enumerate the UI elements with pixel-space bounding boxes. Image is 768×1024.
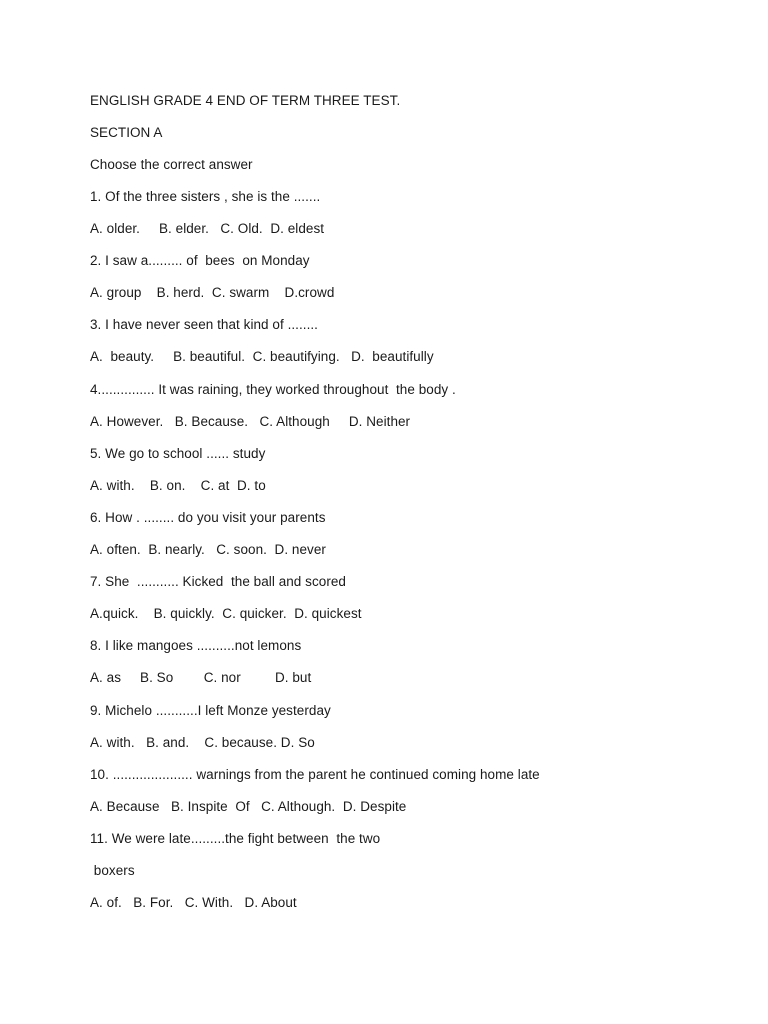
question-10-options: A. Because B. Inspite Of C. Although. D. Despite (90, 799, 407, 814)
question-2-options: A. group B. herd. C. swarm D.crowd (90, 285, 335, 300)
document-title: ENGLISH GRADE 4 END OF TERM THREE TEST. (90, 93, 401, 108)
question-1: 1. Of the three sisters , she is the ....... (90, 189, 321, 204)
question-10: 10. ..................... warnings from the parent he continued coming home late (90, 767, 540, 782)
question-6-options: A. often. B. nearly. C. soon. D. never (90, 542, 326, 557)
question-11-options: A. of. B. For. C. With. D. About (90, 895, 297, 910)
instruction-text: Choose the correct answer (90, 157, 253, 172)
question-7: 7. She ........... Kicked the ball and scored (90, 574, 346, 589)
question-7-options: A.quick. B. quickly. C. quicker. D. quickest (90, 606, 362, 621)
question-4-options: A. However. B. Because. C. Although D. Neither (90, 414, 411, 429)
question-9-options: A. with. B. and. C. because. D. So (90, 735, 315, 750)
question-4: 4............... It was raining, they worked throughout the body . (90, 382, 456, 397)
question-1-options: A. older. B. elder. C. Old. D. eldest (90, 221, 325, 236)
question-8-options: A. as B. So C. nor D. but (90, 670, 312, 685)
question-3: 3. I have never seen that kind of ........ (90, 317, 318, 332)
section-heading: SECTION A (90, 125, 163, 140)
question-5: 5. We go to school ...... study (90, 446, 266, 461)
question-5-options: A. with. B. on. C. at D. to (90, 478, 266, 493)
question-3-options: A. beauty. B. beautiful. C. beautifying. D. beautifully (90, 349, 434, 364)
question-8: 8. I like mangoes ..........not lemons (90, 638, 302, 653)
question-2: 2. I saw a......... of bees on Monday (90, 253, 310, 268)
question-11: 11. We were late.........the fight between the two (90, 831, 381, 846)
question-9: 9. Michelo ...........I left Monze yesterday (90, 703, 331, 718)
question-6: 6. How . ........ do you visit your parents (90, 510, 326, 525)
question-11-continuation: boxers (90, 863, 135, 878)
